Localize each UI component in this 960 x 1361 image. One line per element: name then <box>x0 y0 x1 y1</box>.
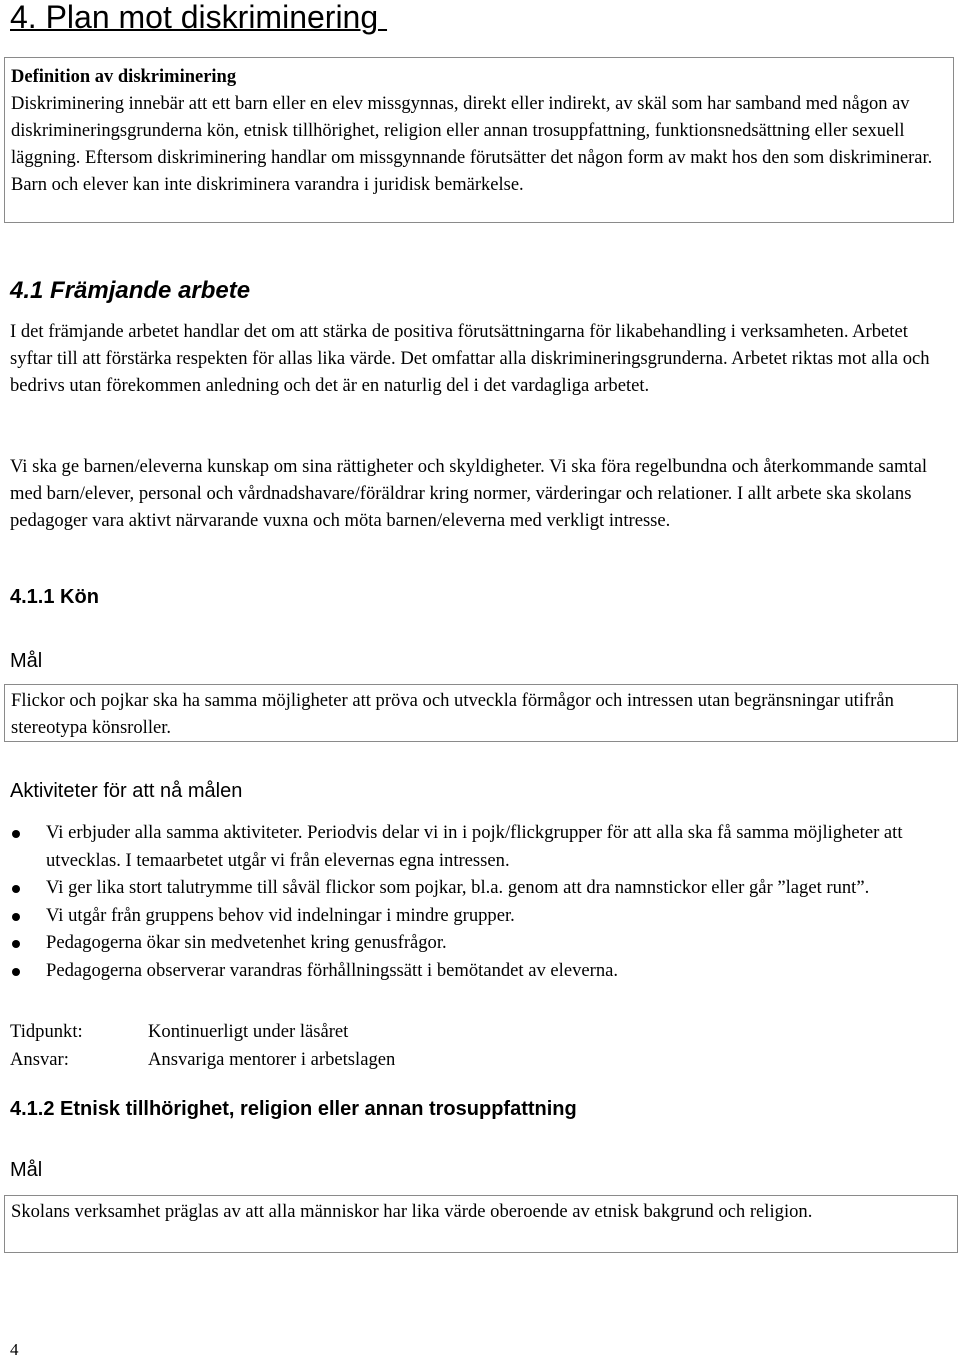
ethnicity-goal-box <box>4 1195 958 1253</box>
bullet-icon <box>12 913 20 921</box>
gender-goal-text: Flickor och pojkar ska ha samma möjligheter att pröva och utveckla förmågor och intressen utan begränsningar utifrån stereotypa könsroller. <box>11 690 894 738</box>
promoting-paragraph-2: Vi ska ge barnen/eleverna kunskap om sina rättigheter och skyldigheter. Vi ska föra regelbundna och återkommande samtal med barn/elever, personal och vårdnadshavare/föräldrar kring normer, värderingar och relationer. I allt arbete ska skolans pedagoger vara aktivt närvarande vuxna och möta barnen/eleverna med verkligt intresse. <box>10 456 927 531</box>
list-item: Vi ger lika stort talutrymme till såväl flickor som pojkar, bl.a. genom att dra namnstickor eller går ”laget runt”. <box>10 874 950 902</box>
section-heading: 4. Plan mot diskriminering <box>10 0 388 35</box>
bullet-icon <box>12 885 20 893</box>
promoting-heading: 4.1 Främjande arbete <box>10 277 251 304</box>
definition-title: Definition av diskriminering <box>11 67 237 87</box>
responsible-label: Ansvar: <box>10 1049 69 1070</box>
time-row <box>10 1018 348 1045</box>
ethnicity-goal-label: Mål <box>10 1159 43 1181</box>
gender-heading: 4.1.1 Kön <box>10 586 99 608</box>
definition-box <box>4 57 954 223</box>
list-item: Pedagogerna observerar varandras förhållningssätt i bemötandet av eleverna. <box>10 957 950 985</box>
responsible-row <box>10 1046 395 1073</box>
time-label: Tidpunkt: <box>10 1021 83 1042</box>
list-item: Vi utgår från gruppens behov vid indelningar i mindre grupper. <box>10 902 950 930</box>
bullet-icon <box>12 968 20 976</box>
gender-goal-box <box>4 684 958 742</box>
bullet-icon <box>12 940 20 948</box>
ethnicity-goal-text: Skolans verksamhet präglas av att alla människor har lika värde oberoende av etnisk bakgrund och religion. <box>11 1201 813 1222</box>
gender-activities-label: Aktiviteter för att nå målen <box>10 780 243 802</box>
page-number: 4 <box>10 1340 19 1359</box>
promoting-paragraph-1: I det främjande arbetet handlar det om att stärka de positiva förutsättningarna för likabehandling i verksamheten. Arbetet syftar till att förstärka respekten för allas lika värde. Det omfattar alla diskrimineringsgrunderna. Arbetet riktas mot alla och bedrivs utan förekommen anledning och det är en naturlig del i det vardagliga arbetet. <box>10 321 930 396</box>
responsible-value: Ansvariga mentorer i arbetslagen <box>148 1049 396 1070</box>
ethnicity-heading: 4.1.2 Etnisk tillhörighet, religion eller annan trosuppfattning <box>10 1098 577 1120</box>
time-value: Kontinuerligt under läsåret <box>148 1021 349 1042</box>
definition-text: Diskriminering innebär att ett barn eller en elev missgynnas, direkt eller indirekt, av skäl som har samband med någon av diskrimineringsgrunderna kön, etnisk tillhörighet, religion eller annan trosuppfattning, funktionsnedsättning eller sexuell läggning. Eftersom diskriminering handlar om missgynnande förutsätter det någon form av makt hos den som diskriminerar. Barn och elever kan inte diskriminera varandra i juridisk bemärkelse. <box>11 94 933 195</box>
list-item: Pedagogerna ökar sin medvetenhet kring genusfrågor. <box>10 929 950 957</box>
gender-activities-list <box>10 819 950 984</box>
gender-goal-label: Mål <box>10 650 43 672</box>
list-item: Vi erbjuder alla samma aktiviteter. Periodvis delar vi in i pojk/flickgrupper för att alla ska få samma möjligheter att utvecklas. I temaarbetet utgår vi från elevernas egna intressen. <box>10 819 950 874</box>
bullet-icon <box>12 830 20 838</box>
